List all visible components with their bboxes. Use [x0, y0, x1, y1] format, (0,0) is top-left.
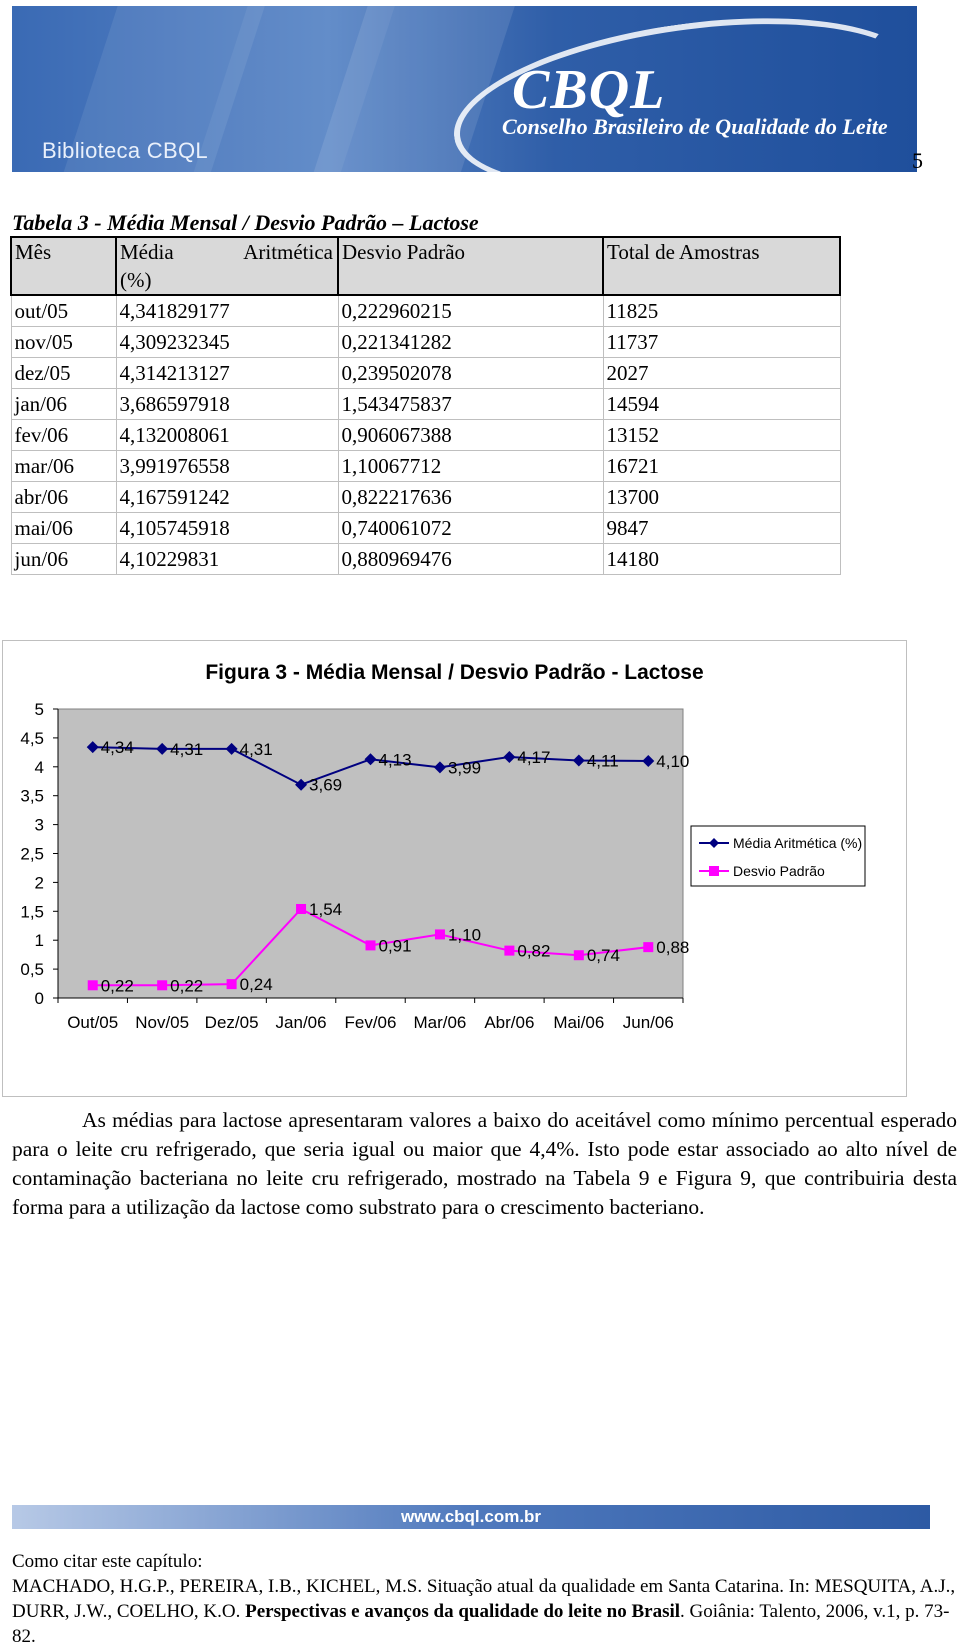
x-tick-label: Jan/06 — [275, 1013, 327, 1032]
x-tick-label: Mai/06 — [553, 1013, 605, 1032]
data-label: 4,10 — [656, 752, 690, 772]
cell-total: 2027 — [603, 358, 840, 389]
x-tick-label: Jun/06 — [622, 1013, 674, 1032]
cell-desvio: 0,221341282 — [338, 327, 603, 358]
data-label: 4,34 — [100, 738, 134, 758]
citation-part2: . Goiânia: Talento, 2006, v.1, p. 73-82. — [12, 1601, 950, 1647]
cell-desvio: 0,880969476 — [338, 544, 603, 575]
desvio-marker — [296, 904, 306, 914]
header-banner — [12, 6, 917, 172]
cell-desvio: 0,222960215 — [338, 295, 603, 327]
x-tick-label: Abr/06 — [484, 1013, 535, 1032]
cell-mes: jan/06 — [11, 389, 116, 420]
cell-mes: abr/06 — [11, 482, 116, 513]
cell-media: 3,991976558 — [116, 451, 338, 482]
cell-mes: jun/06 — [11, 544, 116, 575]
cell-mes: mai/06 — [11, 513, 116, 544]
cell-total: 13152 — [603, 420, 840, 451]
citation-text — [12, 1574, 957, 1649]
header-desvio: Desvio Padrão — [338, 237, 603, 295]
x-tick-label: Mar/06 — [413, 1013, 467, 1032]
cell-media: 4,132008061 — [116, 420, 338, 451]
y-tick-label: 0 — [34, 989, 44, 1008]
y-tick-label: 1,5 — [20, 902, 44, 922]
citation-label: Como citar este capítulo: — [12, 1551, 203, 1572]
cell-desvio: 0,239502078 — [338, 358, 603, 389]
cell-mes: nov/05 — [11, 327, 116, 358]
data-label: 3,69 — [309, 775, 343, 795]
desvio-marker — [574, 950, 584, 960]
cell-media: 4,167591242 — [116, 482, 338, 513]
cell-mes: dez/05 — [11, 358, 116, 389]
desvio-marker — [227, 979, 237, 989]
x-tick-label: Dez/05 — [204, 1013, 259, 1032]
table-row — [11, 420, 840, 451]
y-tick-label: 5 — [34, 700, 44, 719]
y-tick-label: 1 — [34, 931, 44, 951]
footer-url[interactable]: www.cbql.com.br — [400, 1507, 542, 1526]
data-label: 0,88 — [656, 938, 690, 958]
cell-media: 4,10229831 — [116, 544, 338, 575]
cell-desvio: 1,543475837 — [338, 389, 603, 420]
cell-total: 13700 — [603, 482, 840, 513]
brand-subtitle: Conselho Brasileiro de Qualidade do Leite — [502, 114, 888, 139]
data-label: 4,13 — [378, 750, 412, 770]
cell-media: 3,686597918 — [116, 389, 338, 420]
desvio-marker — [157, 980, 167, 990]
cell-mes: out/05 — [11, 295, 116, 327]
data-label: 0,91 — [378, 936, 412, 956]
cell-media: 4,105745918 — [116, 513, 338, 544]
legend-label: Média Aritmética (%) — [733, 835, 863, 851]
data-label: 0,22 — [100, 976, 134, 996]
table-row — [11, 327, 840, 358]
cell-media: 4,341829177 — [116, 295, 338, 327]
table-title: Tabela 3 - Média Mensal / Desvio Padrão – Lactose — [12, 210, 479, 235]
data-label: 1,54 — [309, 899, 343, 919]
chart-title: Figura 3 - Média Mensal / Desvio Padrão - Lactose — [205, 661, 704, 684]
cell-media: 4,314213127 — [116, 358, 338, 389]
data-label: 4,31 — [170, 739, 204, 759]
y-tick-label: 0,5 — [20, 960, 44, 980]
data-label: 3,99 — [447, 758, 482, 778]
table-row — [11, 544, 840, 575]
desvio-marker — [504, 946, 514, 956]
cell-total: 9847 — [603, 513, 840, 544]
desvio-marker — [366, 940, 376, 950]
desvio-marker — [435, 929, 445, 939]
y-tick-label: 4,5 — [20, 728, 44, 748]
cell-desvio: 0,740061072 — [338, 513, 603, 544]
cell-desvio: 1,10067712 — [338, 451, 603, 482]
brand-logo: CBQL — [512, 59, 666, 121]
data-label: 0,82 — [517, 941, 551, 961]
header-mes: Mês — [11, 237, 116, 295]
data-label: 1,10 — [447, 925, 482, 945]
table-row — [11, 482, 840, 513]
x-tick-label: Fev/06 — [344, 1013, 397, 1032]
body-paragraph: As médias para lactose apresentaram valores a baixo do aceitável como mínimo percentual esperado para o leite cru refrigerado, que seria igual ou maior que 4,4%. Isto pode estar associado ao alto nível de contaminação bacteriana no leite cru refrigerado, mostrado na Tabela 9 e Figura 9, que contribuiria desta forma para a utilização da lactose como substrato para o crescimento bacteriano. — [12, 1108, 957, 1219]
x-tick-label: Nov/05 — [135, 1013, 190, 1032]
y-tick-label: 4 — [34, 757, 44, 777]
data-label: 4,17 — [517, 747, 551, 767]
citation-book-title: Perspectivas e avanços da qualidade do leite no Brasil — [245, 1601, 681, 1622]
cell-desvio: 0,906067388 — [338, 420, 603, 451]
cell-total: 14180 — [603, 544, 840, 575]
library-name: Biblioteca CBQL — [42, 138, 208, 163]
data-label: 0,74 — [586, 946, 620, 966]
cell-desvio: 0,822217636 — [338, 482, 603, 513]
table-row — [11, 358, 840, 389]
cell-total: 11737 — [603, 327, 840, 358]
y-tick-label: 3 — [34, 815, 44, 835]
header-aritmetica-word: Aritmética — [243, 240, 333, 264]
header-percent: (%) — [120, 268, 152, 292]
header-media — [116, 237, 338, 295]
data-table — [10, 236, 841, 575]
x-tick-label: Out/05 — [67, 1013, 119, 1032]
cell-media: 4,309232345 — [116, 327, 338, 358]
data-label: 4,11 — [586, 751, 619, 771]
citation — [12, 1549, 957, 1649]
cell-total: 14594 — [603, 389, 840, 420]
y-tick-label: 3,5 — [20, 786, 44, 806]
cell-mes: mar/06 — [11, 451, 116, 482]
legend-marker — [709, 866, 719, 876]
table-row — [11, 513, 840, 544]
y-tick-label: 2 — [34, 873, 44, 893]
table-row — [11, 295, 840, 327]
header-media-word: Média — [120, 240, 174, 264]
cell-mes: fev/06 — [11, 420, 116, 451]
table-body — [11, 295, 840, 575]
data-label: 0,24 — [239, 975, 273, 995]
cell-total: 16721 — [603, 451, 840, 482]
table-row — [11, 451, 840, 482]
data-label: 0,22 — [170, 976, 204, 996]
desvio-marker — [643, 942, 653, 952]
cell-total: 11825 — [603, 295, 840, 327]
data-label: 4,31 — [239, 739, 273, 759]
y-tick-label: 2,5 — [20, 844, 44, 864]
citation-part1: MACHADO, H.G.P., PEREIRA, I.B., KICHEL, M.S. Situação atual da qualidade em Santa Catarina. In: MESQUITA, A.J., DURR, J.W., COELHO, K.O. — [12, 1576, 956, 1622]
chart-area — [2, 640, 907, 1097]
legend-label: Desvio Padrão — [733, 863, 825, 879]
desvio-marker — [88, 980, 98, 990]
table-row — [11, 389, 840, 420]
header-total: Total de Amostras — [603, 237, 840, 295]
footer-band — [12, 1505, 930, 1529]
page-number: 5 — [912, 148, 923, 173]
table-header-row — [11, 237, 840, 295]
line-chart — [3, 641, 906, 1096]
body-text — [12, 1106, 957, 1222]
